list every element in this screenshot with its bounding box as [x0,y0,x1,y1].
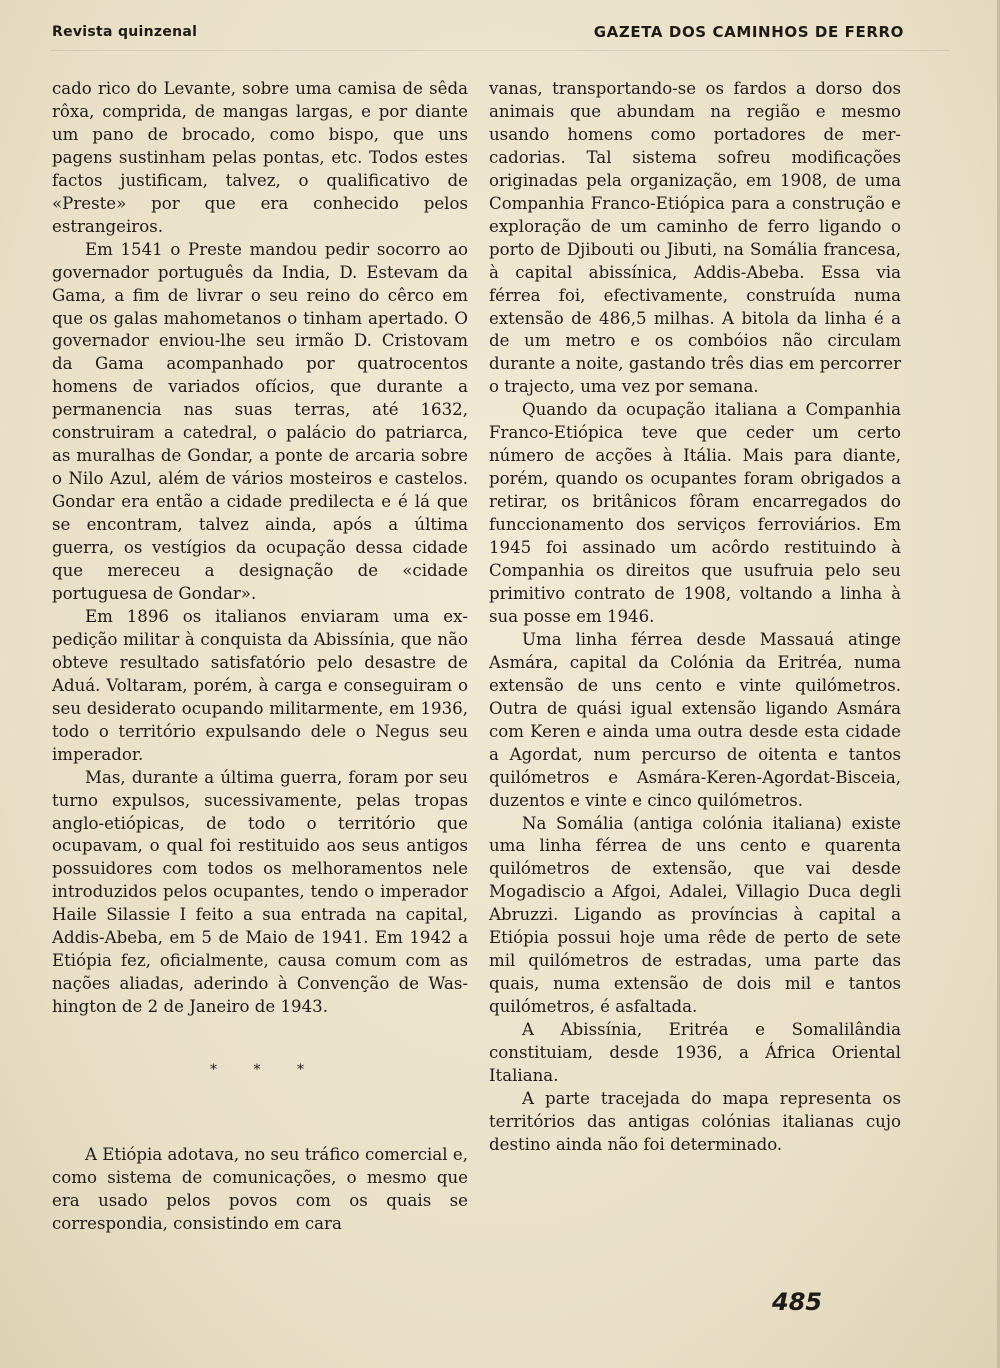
page-number: 485 [772,1288,823,1316]
paragraph: vanas, transportando-se os fardos a dorso dos animais que abundam na região e mesmo usando homens como portadores de mercadorias. Tal sistema sofreu modificações originadas pela organização, em 1908, de uma Companhia Franco-Etiópica para a construção e exploração de um caminho de ferro ligando o porto de Djibouti ou Jibuti, na Somália francesa, à capital abissínica, Addis-Abeba. Essa via férrea foi, efectivamente, construída numa extensão de 486,5 milhas. A bitola da linha é a de um metro e os combóios não circulam durante a noite, gastando três dias em percorrer o trajecto, uma vez por semana. [489,79,901,397]
header-divider [50,50,950,51]
paragraph: Quando da ocupação italiana a Companhia Franco-Etiópica teve que ceder um certo número de acções à Itália. Mais para diante, porém, quando os ocupantes foram obrigados a retirar, os britânicos fôram encarregados do funccionamento dos serviços ferroviários. Em 1945 foi assinado um acôrdo restituindo à Companhia os direitos que usufruia pelo seu primitivo contrato de 1908, voltando a linha à sua posse em 1946. [489,400,901,626]
paragraph: A Etiópia adotava, no seu tráfico comercial e, como sistema de comunicações, o mesmo que era usado pelos povos com os quais se correspondia, consistindo em cara [52,1145,468,1233]
paragraph: Uma linha férrea desde Massauá atinge Asmára, capital da Colónia da Eritréa, numa extensão de uns cento e vinte quilómetros. Outra de quási igual extensão ligando Asmára com Keren e ainda uma outra desde esta cidade a Agordat, num percurso de oitenta e tantos quilómetros e Asmára-Keren-Agordat-Bisceia, duzentos e vinte e cinco quilómetros. [489,629,901,810]
header-left-title: Revista quinzenal [52,24,198,40]
paragraph: A parte tracejada do mapa representa os territórios das antigas colónias italianas cujo destino ainda não foi determinado. [489,1088,901,1154]
paragraph: cado rico do Levante, sobre uma camisa de sêda rôxa, comprida, de mangas largas, e por diante um pano de brocado, como bispo, que uns pagens sustinham pelas pontas, etc. Todos estes factos justificam, talvez, o qualificativo de «Preste» por que era conhecido pelos estrangeiros. [52,79,468,236]
paragraph: Em 1541 o Preste mandou pedir socorro ao governador português da India, D. Estevam da Gama, a fim de livrar o seu reino do cêrco em que os galas mahometanos o tinham apertado. O governador enviou-lhe seu irmão D. Cristovam da Gama acompanhado por quatrocentos homens de variados ofícios, que durante a permanencia nas suas terras, até 1632, construiram a catedral, o palácio do patriarca, as muralhas de Gondar, a ponte de arcaria sobre o Nilo Azul, além de vários mosteiros e castelos. Gondar era então a cidade predilecta e é lá que se encontram, talvez ainda, após a última guerra, os vestígios da ocupação dessa cidade que mereceu a designação de «cidade portuguesa de Gondar». [52,239,468,603]
running-header [52,20,904,46]
paragraph: A Abissínia, Eritréa e Somalilândia constituiam, desde 1936, a África Oriental Italiana. [489,1020,901,1085]
right-column [489,78,901,1157]
paragraph: Na Somália (antiga colónia italiana) existe uma linha férrea de uns cento e quarenta quilómetros de extensão, que vai desde Mogadiscio a Afgoi, Adalei, Villagio Duca degli Abruzzi. Ligando as províncias à capital a Etiópia possui hoje uma rêde de perto de sete mil quilómetros de estradas, uma parte das quais, numa extensão de dois mil e tantos quilómetros, é asfaltada. [489,813,901,1017]
left-column [52,78,468,1236]
paragraph: Em 1896 os italianos enviaram uma expedição militar à conquista da Abissínia, que não obteve resultado satisfatório pelo desastre de Aduá. Voltaram, porém, à carga e conseguiram o seu desiderato ocupando militarmente, em 1936, todo o território expulsando dele o Negus seu imperador. [52,606,468,764]
paragraph: Mas, durante a última guerra, foram por seu turno expulsos, sucessivamente, pelas tropas anglo-etiópicas, de todo o território que ocupavam, o qual foi restituido aos seus antigos possuidores com todos os melhoramentos nele introduzidos pelos ocupantes, tendo o imperador Haile Silassie I feito a sua entrada na capital, Addis-Abeba, em 5 de Maio de 1941. Em 1942 a Etiópia fez, oficialmente, causa comum com as nações aliadas, aderindo à Convenção de Washington de 2 de Janeiro de 1943. [52,767,468,1017]
header-journal-title: GAZETA DOS CAMINHOS DE FERRO [593,23,904,41]
section-separator: * * * [210,1062,320,1079]
